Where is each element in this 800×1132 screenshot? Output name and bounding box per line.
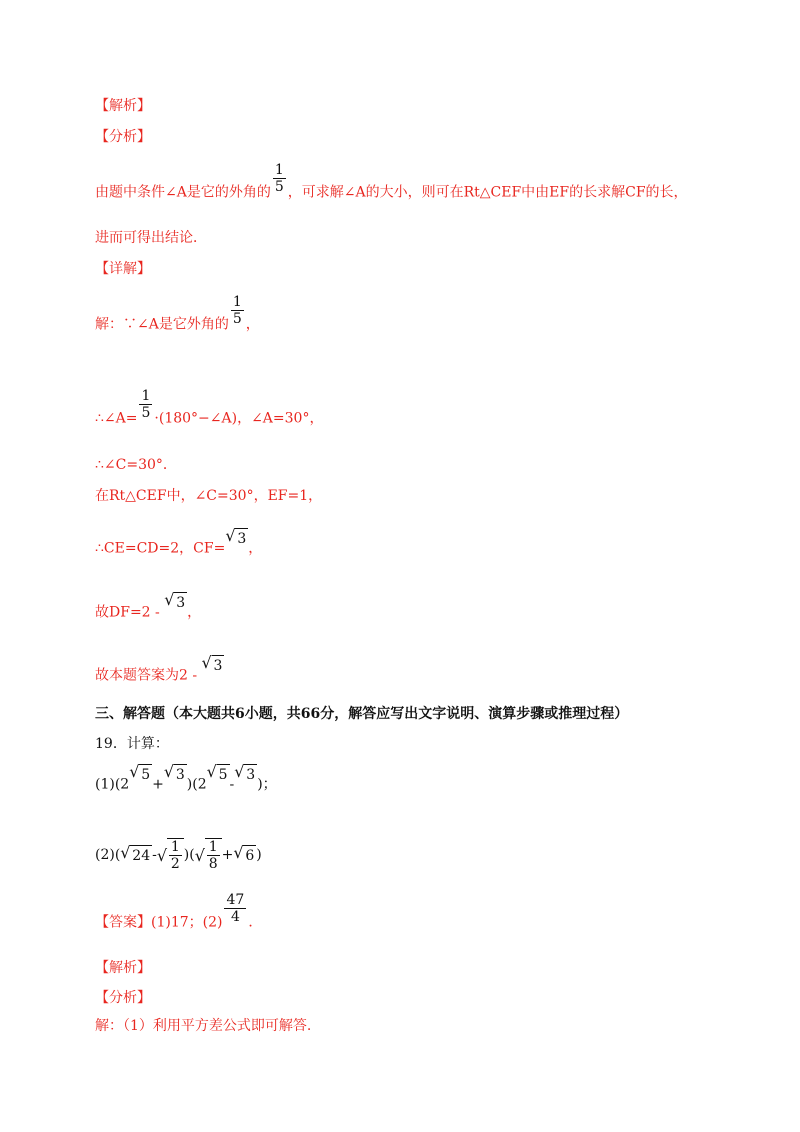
sqrt-3: √ 3 — [164, 590, 186, 611]
radicand: 3 — [212, 655, 225, 676]
fraction-numerator: 1 — [208, 839, 218, 855]
sqrt-3: √ 3 — [201, 653, 223, 674]
sqrt-24: √ 24 — [120, 842, 151, 864]
fraction-one-fifth — [231, 294, 244, 327]
step-2-text-b: ·(180°−∠A)，∠A=30°， — [154, 410, 324, 427]
q1-minus: - — [229, 776, 235, 793]
sqrt-3: √ 3 — [163, 762, 185, 783]
radicand: 5 — [217, 764, 230, 785]
fraction-numerator: 1 — [274, 162, 284, 178]
analysis-label: 【解析】 — [95, 98, 151, 114]
step-5 — [95, 526, 263, 559]
answer-fenxi-label: 【分析】 — [95, 990, 151, 1006]
fenxi-paragraph — [95, 162, 688, 209]
step-1-comma: ， — [245, 316, 260, 333]
fraction-numerator: 1 — [170, 839, 180, 855]
fraction-denominator: 8 — [208, 856, 218, 872]
question-19-title: 19．计算： — [95, 736, 169, 752]
fraction-denominator: 5 — [232, 311, 242, 327]
step-2 — [95, 388, 324, 435]
question-19-part-1 — [95, 762, 277, 795]
fraction-numerator: 47 — [226, 892, 245, 908]
radicand: 3 — [174, 592, 187, 613]
answer-label: 【答案】 — [95, 914, 151, 931]
step-3: ∴∠C=30°． — [95, 457, 177, 473]
fraction-denominator: 4 — [230, 909, 240, 925]
radicand: 24 — [130, 845, 152, 866]
step-5-comma: ， — [248, 540, 263, 557]
q2-minus: - — [152, 847, 157, 863]
step-1-text: 解：∵∠A是它外角的 — [95, 316, 229, 333]
fraction-one-eighth — [207, 839, 220, 872]
q2-text-e: ) — [256, 847, 262, 863]
step-2-text-a: ∴∠A= — [95, 410, 138, 427]
step-7 — [95, 653, 224, 686]
step-5-text: ∴CE=CD=2，CF= — [95, 540, 226, 557]
fraction-47-over-4 — [224, 892, 246, 925]
fraction-denominator: 2 — [170, 856, 180, 872]
fraction-denominator: 5 — [274, 179, 284, 195]
step-6-comma: ， — [187, 604, 202, 621]
q1-text-a: (1)(2 — [95, 776, 130, 793]
fenxi-text-a: 由题中条件∠A是它的外角的 — [95, 184, 271, 201]
sqrt-one-half: √ $\frac{1}{2}$ — [157, 838, 184, 872]
answer-fenxi-text: 解：（1）利用平方差公式即可解答. — [95, 1018, 312, 1034]
radicand: 5 — [139, 764, 152, 785]
fenxi-text-b: ，可求解∠A的大小，则可在Rt△CEF中由EF的长求解CF的长， — [287, 184, 688, 201]
answer-jiexi-label: 【解析】 — [95, 960, 151, 976]
sqrt-3: √ 3 — [234, 762, 256, 783]
fraction-one-half — [169, 839, 182, 872]
answer-text: (1)17；(2) — [151, 914, 223, 931]
q2-plus: + — [221, 847, 234, 863]
step-4: 在Rt△CEF中，∠C=30°，EF=1， — [95, 488, 323, 504]
fraction-one-fifth — [273, 162, 286, 195]
question-19-part-2 — [95, 838, 262, 872]
fraction-denominator: 5 — [141, 405, 151, 421]
radicand: 3 — [174, 764, 187, 785]
q1-text-e: )； — [257, 776, 277, 793]
q1-text-c: )(2 — [186, 776, 207, 793]
fraction-one-fifth — [139, 388, 152, 421]
sqrt-5: √ 5 — [129, 762, 151, 783]
sqrt-one-eighth: √ $\frac{1}{8}$ — [195, 838, 222, 872]
step-7-text: 故本题答案为2 - — [95, 667, 198, 684]
q2-text-c: )( — [183, 847, 195, 863]
fenxi-label: 【分析】 — [95, 129, 151, 145]
fenxi-conclusion: 进而可得出结论． — [95, 230, 207, 246]
sqrt-3: √ 3 — [225, 526, 247, 547]
radicand: 3 — [235, 528, 248, 549]
xiangjie-label: 【详解】 — [95, 261, 151, 277]
q2-text-a: (2)( — [95, 847, 121, 863]
section-3-heading: 三、解答题（本大题共6小题，共66分，解答应写出文字说明、演算步骤或推理过程） — [95, 706, 629, 722]
q1-plus: + — [152, 776, 164, 793]
answer-period: ． — [248, 914, 263, 931]
sqrt-6: √ 6 — [233, 842, 255, 864]
step-6 — [95, 590, 202, 623]
fraction-numerator: 1 — [141, 388, 151, 404]
step-1 — [95, 294, 260, 341]
fraction-numerator: 1 — [232, 294, 242, 310]
radicand: 6 — [243, 845, 256, 866]
step-6-text: 故DF=2 - — [95, 604, 160, 621]
sqrt-5: √ 5 — [206, 762, 228, 783]
answer-19 — [95, 892, 263, 939]
radicand: 3 — [244, 764, 257, 785]
